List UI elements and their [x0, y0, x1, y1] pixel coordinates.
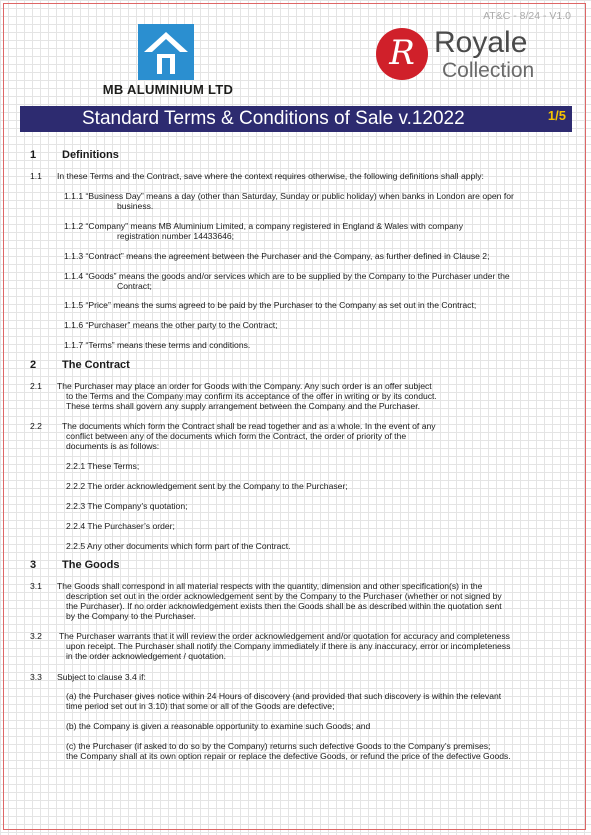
clause-text: by the Company to the Purchaser. — [66, 611, 196, 621]
royale-collection-logo — [376, 26, 546, 86]
clause-text: to the Terms and the Company may confirm its acceptance of the offer in writing or by its conduct. — [66, 391, 437, 401]
brand-name: Royale — [434, 26, 528, 59]
list-item: (b) the Company is given a reasonable opportunity to examine such Goods; and — [66, 721, 371, 731]
clause-text: The documents which form the Contract shall be read together and as a whole. In the event of any — [62, 421, 436, 431]
clause-number: 3.1 — [30, 581, 42, 591]
document-title: Standard Terms & Conditions of Sale v.12022 — [82, 108, 465, 129]
section-number: 1 — [30, 149, 37, 161]
title-bar — [20, 106, 572, 132]
definition-text: 1.1.3 “Contract” means the agreement between the Purchaser and the Company, as further defined in Clause 2; — [64, 251, 490, 261]
definition-text: 1.1.5 “Price” means the sums agreed to be paid by the Purchaser to the Company as set out in the Contract; — [64, 300, 477, 310]
list-item: time period set out in 3.10) that some or all of the Goods are defective; — [66, 701, 335, 711]
mb-aluminium-logo — [88, 22, 248, 102]
section-number: 3 — [30, 559, 37, 571]
definition-text: 1.1.7 “Terms” means these terms and conditions. — [64, 340, 251, 350]
definition-text: registration number 14433646; — [117, 231, 235, 241]
list-item: 2.2.1 These Terms; — [66, 461, 140, 471]
section-heading: The Contract — [62, 359, 130, 371]
clause-text: documents is as follows: — [66, 441, 160, 451]
list-item: (c) the Purchaser (if asked to do so by the Company) returns such defective Goods to the Company’s premises; — [66, 741, 491, 751]
company-logo-text: MB ALUMINIUM LTD — [102, 82, 234, 97]
list-item: 2.2.4 The Purchaser’s order; — [66, 521, 175, 531]
definition-text: 1.1.4 “Goods” means the goods and/or services which are to be supplied by the Company to the Purchaser under the — [64, 271, 510, 281]
clause-text: conflict between any of the documents which form the Contract, the order of priority of the — [66, 431, 407, 441]
list-item: the Company shall at its own option repair or replace the defective Goods, or refund the price of the defective Goods. — [66, 751, 511, 761]
section-heading: The Goods — [62, 559, 120, 571]
clause-number: 1.1 — [30, 171, 42, 181]
clause-number: 2.2 — [30, 421, 42, 431]
clause-text: The Goods shall correspond in all material respects with the quantity, dimension and other specification(s) in the — [57, 581, 483, 591]
brand-subtitle: Collection — [442, 59, 535, 82]
definition-text: 1.1.2 “Company” means MB Aluminium Limited, a company registered in England & Wales with company — [64, 221, 463, 231]
clause-text: in the order acknowledgement / quotation. — [66, 651, 227, 661]
clause-text: upon receipt. The Purchaser shall notify the Company immediately if there is any inaccuracy, error or incompleteness — [66, 641, 511, 651]
definition-text: 1.1.6 “Purchaser” means the other party to the Contract; — [64, 320, 278, 330]
clause-number: 3.2 — [30, 631, 42, 641]
section-heading: Definitions — [62, 149, 119, 161]
definition-text: Contract; — [117, 281, 152, 291]
clause-number: 2.1 — [30, 381, 42, 391]
list-item: 2.2.5 Any other documents which form part of the Contract. — [66, 541, 291, 551]
clause-text: These terms shall govern any supply arrangement between the Company and the Purchaser. — [66, 401, 420, 411]
clause-text: description set out in the order acknowledgement sent by the Company to the Purchaser (whether or not signed by — [66, 591, 502, 601]
list-item: (a) the Purchaser gives notice within 24 Hours of discovery (and provided that such discovery is within the relevant — [66, 691, 502, 701]
royale-r-icon: R — [376, 28, 428, 80]
list-item: 2.2.3 The Company’s quotation; — [66, 501, 188, 511]
clause-text: In these Terms and the Contract, save where the context requires otherwise, the following definitions shall apply: — [57, 171, 484, 181]
clause-text: the Purchaser). If no order acknowledgement exists then the Goods shall be as described within the quotation sent — [66, 601, 502, 611]
clause-text: Subject to clause 3.4 if: — [57, 672, 146, 682]
definition-text: business. — [117, 201, 154, 211]
clause-number: 3.3 — [30, 672, 42, 682]
house-icon — [138, 24, 194, 80]
definition-text: 1.1.1 “Business Day” means a day (other than Saturday, Sunday or public holiday) when banks in London are open for — [64, 191, 514, 201]
clause-text: The Purchaser may place an order for Goods with the Company. Any such order is an offer subject — [57, 381, 432, 391]
list-item: 2.2.2 The order acknowledgement sent by the Company to the Purchaser; — [66, 481, 348, 491]
section-number: 2 — [30, 359, 37, 371]
page-number: 1/5 — [547, 108, 566, 123]
document-reference: AT&C - 8/24 - V1.0 — [483, 10, 571, 22]
clause-text: The Purchaser warrants that it will review the order acknowledgement and/or quotation for accuracy and completeness — [59, 631, 510, 641]
